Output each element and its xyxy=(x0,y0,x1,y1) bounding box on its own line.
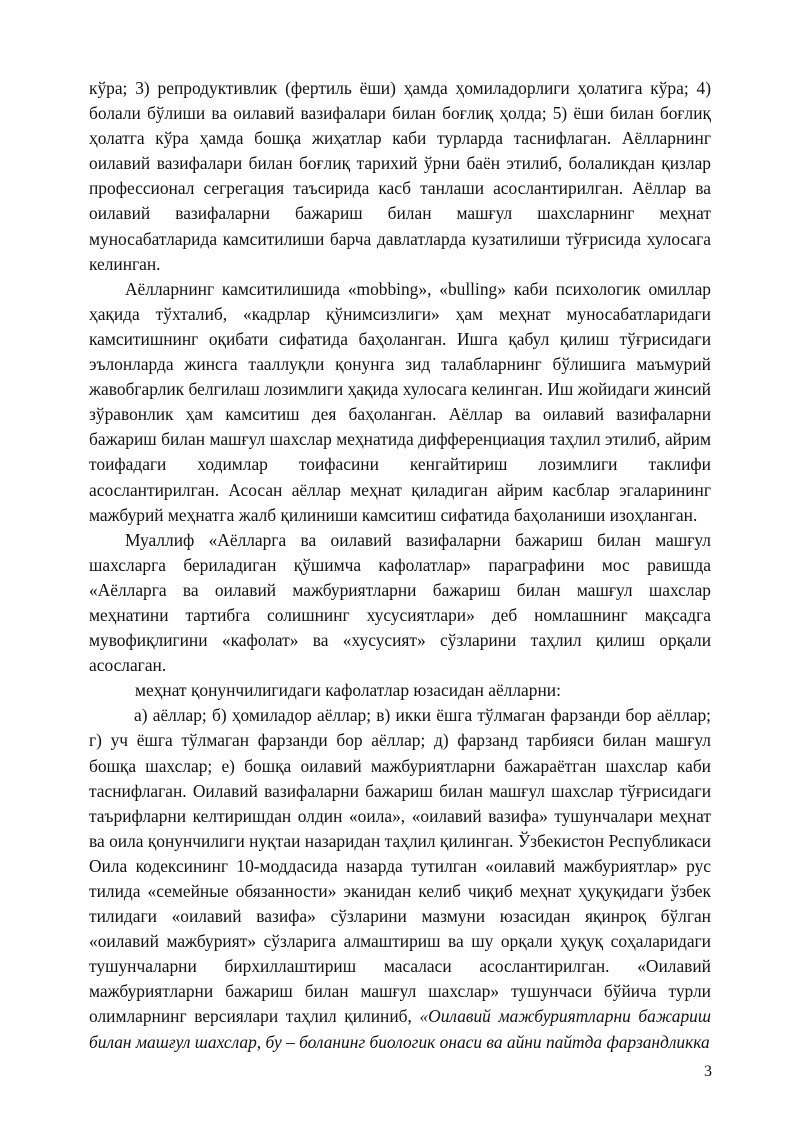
paragraph-2: Аёлларнинг камситилишида «mobbing», «bulling» каби психологик омиллар ҳақида тўхталиб, «кадрлар қўнимсизлиги» ҳам меҳнат муносабатларидаги камситишнинг оқибати сифатида баҳоланган. Ишга қабул қилиш тўғрисидаги эълонларда жинсга тааллуқли қонунга зид талабларнинг бўлишига маъмурий жавобгарлик белгилаш лозимлиги ҳақида хулосага келинган. Иш жойидаги жинсий зўравонлик ҳам камситиш дея баҳоланган. Аёллар ва оилавий вазифаларни бажариш билан машғул шахслар меҳнатида дифференциация таҳлил этилиб, айрим тоифадаги ходимлар тоифасини кенгайтириш лозимлиги таклифи асослантирилган. Асосан аёллар меҳнат қиладиган айрим касблар эгаларининг мажбурий меҳнатга жалб қилиниши камситиш сифатида баҳоланиши изоҳланган. xyxy=(89,278,711,525)
document-body xyxy=(89,76,711,1055)
paragraph-1: кўра; 3) репродуктивлик (фертиль ёши) ҳамда ҳомиладорлиги ҳолатига кўра; 4) болали бўлиши ва оилавий вазифалари билан боғлиқ ҳолда; 5) ёши билан боғлиқ ҳолатга кўра ҳамда бошқа жиҳатлар каби турларда таснифлаган. Аёлларнинг оилавий вазифалари билан боғлиқ тарихий ўрни баён этилиб, болаликдан қизлар профессионал сегрегация таъсирида касб танлаши асослантирилган. Аёллар ва оилавий вазифаларни бажариш билан машғул шахсларнинг меҳнат муносабатларида камситилиши барча давлатларда кузатилиши тўғрисида хулосага келинган. xyxy=(89,78,711,274)
paragraph-4: меҳнат қонунчилигидаги кафолатлар юзасидан аёлларни: xyxy=(135,680,561,701)
paragraph-5 xyxy=(89,703,711,1054)
page-number: 3 xyxy=(704,1063,712,1080)
paragraph-3: Муаллиф «Аёлларга ва оилавий вазифаларни бажариш билан машғул шахсларга бериладиган қўшимча кафолатлар» параграфини мос равишда «Аёлларга ва оилавий мажбуриятларни бажариш билан машғул шахслар меҳнатини тартибга солишнинг хусусиятлари» деб номлашнинг мақсадга мувофиқлигини «кафолат» ва «хусусият» сўзларини таҳлил қилиш орқали асослаган. xyxy=(89,529,711,676)
italic-definition: «Оилавий мажбуриятларни бажариш билан машғул шахслар, бу – боланинг биологик онаси ва айни пайтда фарзандликка xyxy=(89,1006,711,1052)
paragraph-5-text: а) аёллар; б) ҳомиладор аёллар; в) икки ёшга тўлмаган фарзанди бор аёллар; г) уч ёшга тўлмаган фарзанди бор аёллар; д) фарзанд тарбияси билан машғул бошқа шахслар; е) бошқа оилавий мажбуриятларни бажараётган шахслар каби таснифлаган. Оилавий вазифаларни бажариш билан машғул шахслар тўғрисидаги таърифларни келтиришдан олдин «оила», «оилавий вазифа» тушунчалари меҳнат ва оила қонунчилиги нуқтаи назаридан таҳлил қилинган. Ўзбекистон Республикаси Оила кодексининг 10-моддасида назарда тутилган «оилавий мажбуриятлар» рус тилида «семейные обязанности» эканидан келиб чиқиб меҳнат ҳуқуқидаги ўзбек тилидаги «оилавий вазифа» сўзларини мазмуни юзасидан яқинроқ бўлган «оилавий мажбурият» сўзларига алмаштириш ва шу орқали ҳуқуқ соҳаларидаги тушунчаларни бирхиллаштириш масаласи асослантирилган. «Оилавий мажбуриятларни бажариш билан машғул шахслар» тушунчаси бўйича турли олимларнинг версиялари таҳлил қилиниб, xyxy=(89,705,711,1027)
